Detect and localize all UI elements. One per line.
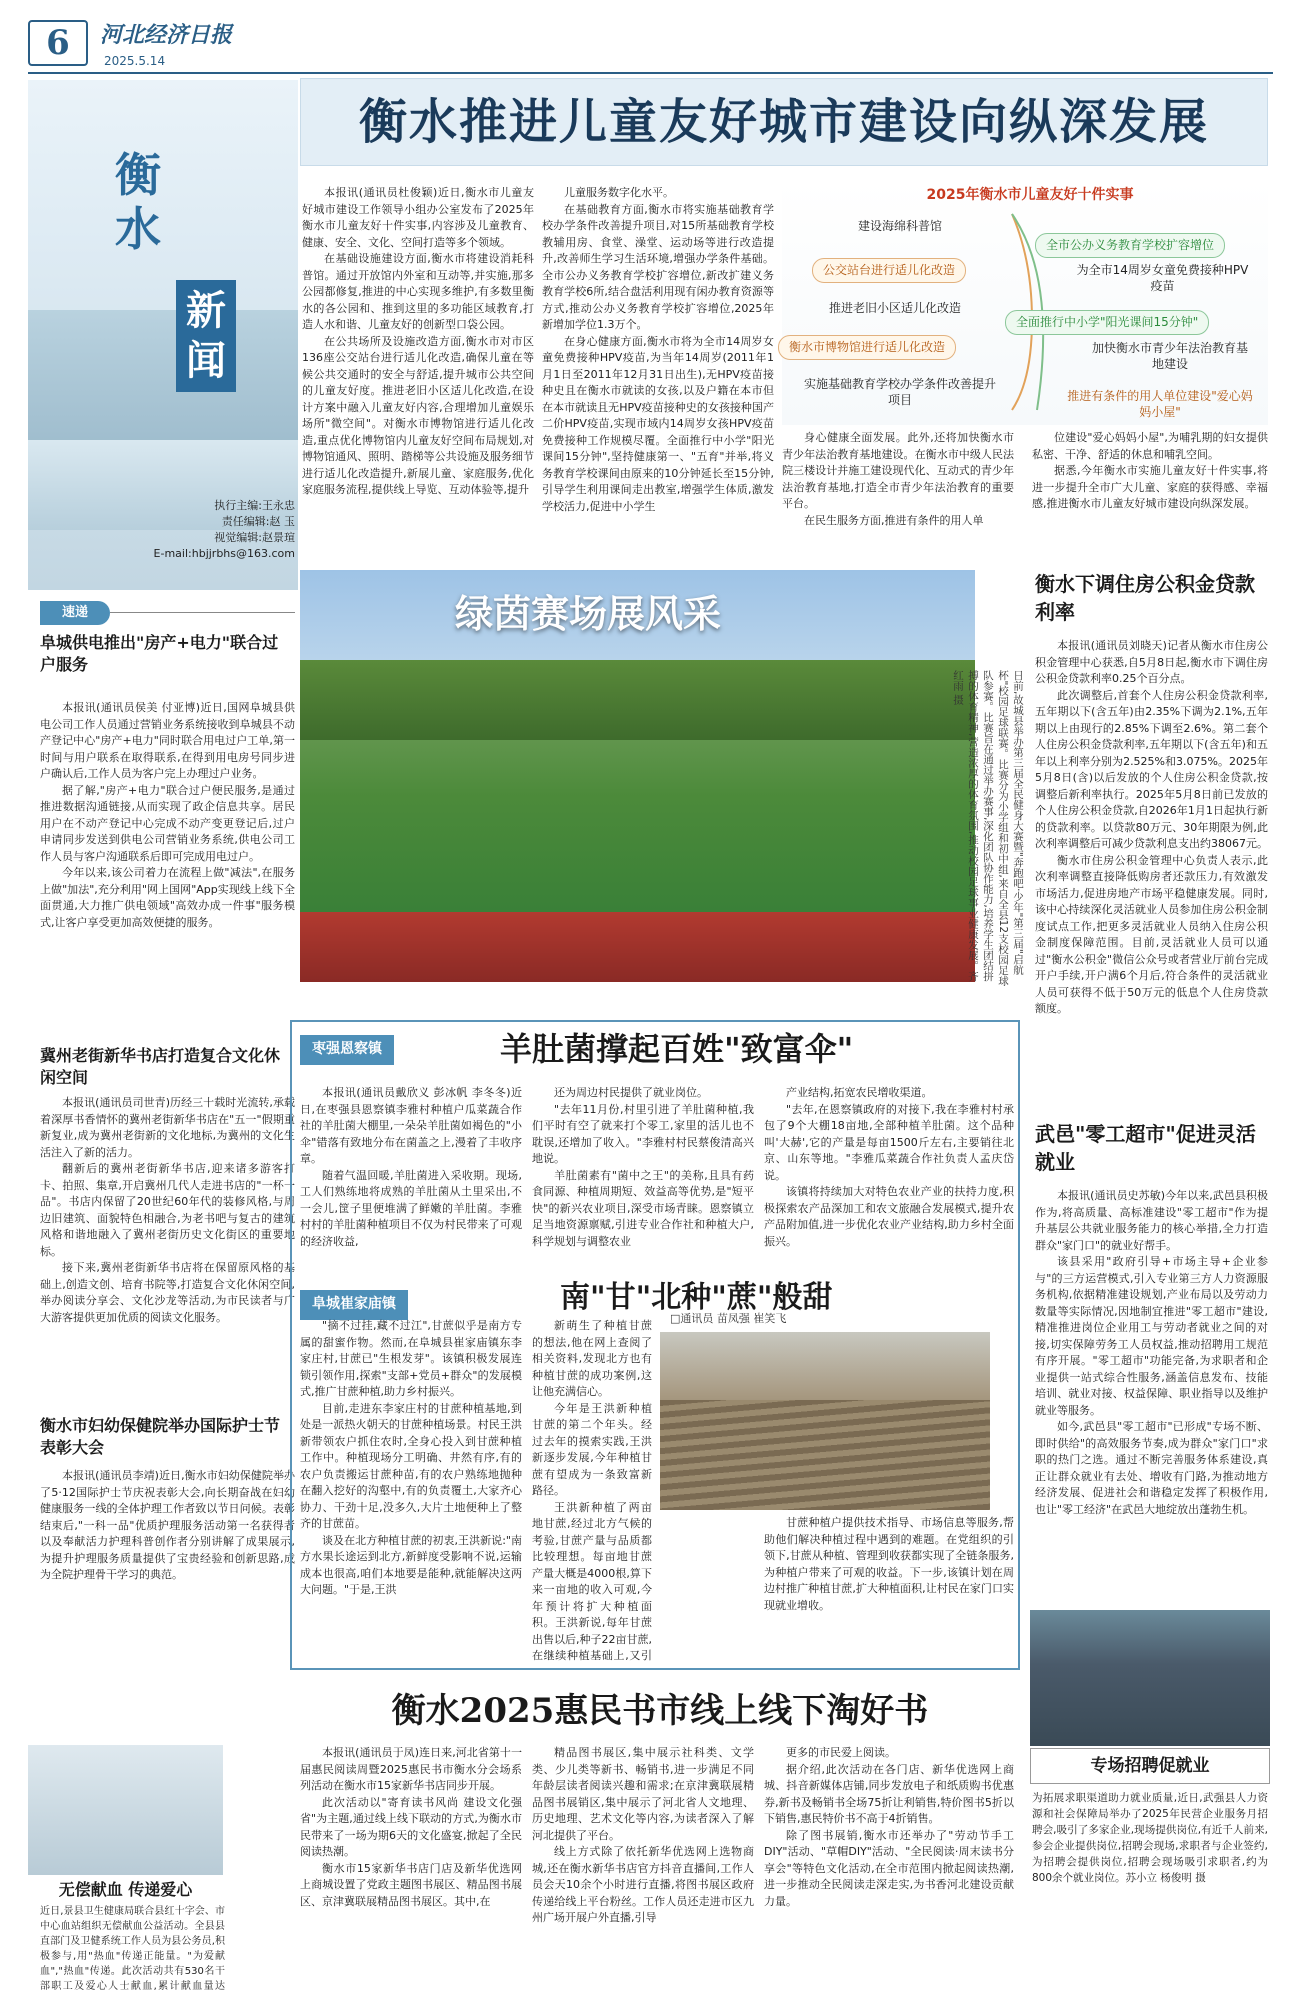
- feature1-col1: 本报讯(通讯员戴欣义 彭冰帆 李冬冬)近日,在枣强县恩察镇李雅村种植户瓜菜蔬合作社的羊肚菌大棚里,一朵朵羊肚菌如褐色的"小伞"错落有致地分布在菌盖之上,漫着了丰收序章。 随着气温回暖,羊肚菌进入采收期。现场,工人们熟练地将成熟的羊肚菌从土里采出,不一会儿,筐子里便堆满了鲜嫩的羊肚菌。李雅村村的羊肚菌种植项目不仅为村民带来了可观的经济收益,: [300, 1086, 522, 1248]
- blood-donation-headline: 无偿献血 传递爱心: [58, 1880, 193, 1899]
- zero-job-headline: 武邑"零工超市"促进灵活就业: [1035, 1122, 1256, 1174]
- blood-donation-caption: 近日,景县卫生健康局联合县红十字会、市中心血站组织无偿献血公益活动。全县县直部门及卫健系统工作人员为县公务员,积极参与,用"热血"传递正能量。"为爱献血","热血"传递。此次活动共有530名干部职工及爱心人士献血,累计献血量达: [40, 1906, 225, 1992]
- job-fair-photo: [1030, 1610, 1270, 1746]
- newspaper-logo: 河北经济日报: [100, 22, 233, 48]
- main-article-col4: 位建设"爱心妈妈小屋",为哺乳期的妇女提供私密、干净、舒适的休息和哺乳空间。 据悉,今年衡水市实施儿童友好十件实事,将进一步提升全市广大儿童、家庭的获得感、幸福感,推进衡水市儿童友好城市建设向纵深发展。: [1032, 431, 1268, 510]
- ten-things-title: 2025年衡水市儿童友好十件实事: [926, 187, 1134, 203]
- book-fair-col2: 精品图书展区,集中展示社科类、文学类、少儿类等新书、畅销书,进一步满足不同年龄层读者阅读兴趣和需求;在京津冀联展精品图书展销区,集中展示了河北省人文地理、历史地理、艺术文化等内容,为读者深入了解河北提供了平台。 线上方式除了依托新华优选网上选物商城,还在衡水新华书店官方抖音直播间,工作人员会天10余个小时进行直播,将图书展区政府传递给线上平台粉丝。工作人员还走进市区九州广场开展户外直播,引导: [532, 1746, 754, 1924]
- feature1-headline: 羊肚菌撑起百姓"致富伞": [500, 1030, 854, 1068]
- feature2-col1: "摘不过挂,藏不过江",甘蔗似乎是南方专属的甜蜜作物。然而,在阜城县崔家庙镇东李家庄村,甘蔗已"生根发芽"。该镇积极发展连锁引领作用,探索"支部+党员+群众"的发展模式,推广甘蔗种植,助力乡村振兴。 目前,走进东李家庄村的甘蔗种植基地,到处是一派热火朝天的甘蔗种植场景。村民王洪新带领农户抓住农时,全身心投入到甘蔗种植工作中。种植现场分工明确、井然有序,有的农户负责搬运甘蔗种苗,有的农户熟练地抛种在翻入挖好的沟壑中,有的负责覆土,大家齐心协力、干劲十足,没多久,大片土地便种上了整齐的甘蔗苗。 谈及在北方种植甘蔗的初衷,王洪新说:"南方水果长途运到北方,新鲜度受影响不说,运输成本也很高,咱们本地要是能种,就能解决这两大问题。"于是,王洪: [300, 1319, 522, 1596]
- brief3-article: 本报讯(通讯员李靖)近日,衡水市妇幼保健院举办了5·12国际护士节庆祝表彰大会,向长期奋战在妇幼健康服务一线的全体护理工作者致以节日问候。表彰结束后,"一科一品"优质护理服务活动第一名获得者以及奉献活力护理科普创作者分别讲解了成果展示,为提升护理服务质量提供了宝贵经验和创新思路,成为全院护理骨干学习的典范。: [40, 1469, 295, 1581]
- loan-headline: 衡水下调住房公积金贷款利率: [1035, 572, 1255, 624]
- section-news-label: 新闻: [176, 280, 236, 392]
- feature1-col2: 还为周边村民提供了就业岗位。 "去年11月份,村里引进了羊肚菌种植,我们平时有空了就来打个零工,家里的活儿也不耽误,还增加了收入。"李雅村村民蔡俊清高兴地说。 羊肚菌素有"菌中之王"的美称,且具有药食同源、种植周期短、效益高等优势,是"短平快"的新兴农业项目,深受市场青睐。恩察镇立足当地资源禀赋,引进专业合作社和种植大户,科学规划与调整农业: [532, 1086, 754, 1248]
- ten-item-1: 建设海绵科普馆: [857, 219, 942, 233]
- ten-item-7: 为全市14周岁女童免费接种HPV疫苗: [1076, 263, 1249, 293]
- job-fair-caption: 为拓展求职渠道助力就业质量,近日,武强县人力资源和社会保障局举办了2025年民营企业服务月招聘会,吸引了多家企业,现场提供岗位,有近千人前来,参会企业提供岗位,招聘会现场,求职者与企业签约,为招聘会提供岗位,招聘会现场吸引求职者,约为800余个就业岗位。苏小立 杨俊明 摄: [1032, 1792, 1268, 1884]
- ten-item-2: 公交站台进行适儿化改造: [812, 258, 966, 283]
- brief2-headline: 冀州老街新华书店打造复合文化休闲空间: [40, 1046, 281, 1087]
- main-article-col1: 本报讯(通讯员杜俊颖)近日,衡水市儿童友好城市建设工作领导小组办公室发布了2025年衡水市儿童友好十件实事,内容涉及儿童教育、健康、安全、文化、空间打造等多个领域。 在基础设施建设方面,衡水市将建设消耗科普馆。通过开放馆内外室和互动等,并实施,那多公园都修复,推进的中心实现多维护,有多数里衡水的各公园和、推到这里的多功能区域教育,打造人水和谐、儿童友好的创新型口袋公园。 在公共场所及设施改造方面,衡水市对市区136座公交站台进行适儿化改造,确保儿童在等候公共交通时的安全与舒适,提升城市公共空间的儿童友好度。推进老旧小区适儿化改造,在设计方案中融入儿童友好内容,合理增加儿童娱乐场所"微空间"。对衡水市博物馆进行适儿化改造,重点优化博物馆内儿童友好空间布局规划,对博物馆通风、照明、踏梯等公共设施及服务细节进行适儿化改造提升,新展儿童、家庭服务,优化家庭服务流程,提供线上导览、互动体验等,提升: [302, 186, 534, 496]
- ten-item-8: 全面推行中小学"阳光课间15分钟": [1005, 310, 1209, 335]
- zero-job-article: 本报讯(通讯员史苏敏)今年以来,武邑县积极作为,将高质量、高标准建设"零工超市"作为提升基层公共就业服务能力的核心举措,全力打造群众"家门口"的就业好帮手。 该县采用"政府引导+市场主导+企业参与"的三方运营模式,引入专业第三方人力资源服务机构,依据精准建设规划,产业布局以及劳动力数量等实际情况,因地制宜推进"零工超市"建设,精准推进岗位企业用工与劳动者就业之间的对接,切实保障劳务工人员权益,推动招聘用工规范有序开展。"零工超市"功能完备,为求职者和企业提供一站式综合性服务,涵盖信息发布、技能培训、就业对接、权益保障、职业指导以及维护就业等服务。 如今,武邑县"零工超市"已形成"专场不断、即时供给"的高效服务节奏,成为群众"家门口"求职的热门之选。通过不断完善服务体系建设,真正让群众就业有去处、增收有门路,为推动地方经济发展、促进社会和谐稳定发挥了积极作用,也让"零工经济"在武邑大地绽放出蓬勃生机。: [1035, 1189, 1268, 1516]
- book-fair-col3: 更多的市民爱上阅读。 据介绍,此次活动在各门店、新华优选网上商城、抖音新媒体店铺,同步发放电子和纸质购书优惠券,新书及畅销书全场75折让利销售,特价图书5折以下销售,惠民特价书不高于4折销售。 除了图书展销,衡水市还举办了"劳动节手工DIY"活动、"草帽DIY"活动、"全民阅读·周末读书分享会"等特色文化活动,在全市范围内掀起阅读热潮,进一步推动全民阅读走深走实,为书香河北建设贡献力量。: [764, 1746, 1014, 1908]
- page-number: 6: [28, 20, 88, 66]
- banner-hills: [28, 310, 298, 450]
- photo-headline: 绿茵赛场展风采: [455, 591, 722, 636]
- blood-donation-photo: [28, 1745, 223, 1875]
- ten-item-5: 实施基础教育学校办学条件改善提升项目: [803, 377, 996, 407]
- brief1-headline: 阜城供电推出"房产+电力"联合过户服务: [40, 633, 279, 674]
- briefs-rule: [110, 612, 295, 613]
- feature2-headline: 南"甘"北种"蔗"般甜: [560, 1280, 833, 1315]
- ten-item-4: 衡水市博物馆进行适儿化改造: [778, 335, 956, 360]
- ten-item-9: 加快衡水市青少年法治教育基地建设: [1091, 341, 1248, 371]
- brief3-headline: 衡水市妇幼保健院举办国际护士节表彰大会: [40, 1416, 281, 1457]
- issue-date: 2025.5.14: [104, 54, 166, 68]
- main-article-col2: 儿童服务数字化水平。 在基础教育方面,衡水市将实施基础教育学校办学条件改善提升项目,对15所基础教育学校教辅用房、食堂、澡堂、运动场等进行改造提升,改善师生学习生活环境,增强办学条件基础。全市公办义务教育学校扩容增位,新改扩建义务教育学校6所,结合盘活利用现有闲办教育资源等方式,推动公办义务教育学校扩容增位,2025年新增加学位1.3万个。 在身心健康方面,衡水市将为全市14周岁女童免费接种HPV疫苗,为当年14周岁(2011年1月1日至2011年12月31日出生),无HPV疫苗接种史且在衡水市就读的女孩,以及户籍在本市但在本市就读且无HPV疫苗接种史的女孩接种国产二价HPV疫苗,实现市域内14周岁女孩HPV疫苗免费接种工作规模尽覆。全面推行中小学"阳光课间15分钟",坚持健康第一、"五育"并举,将义务教育学校课间由原来的10分钟延长至15分钟,引导学生利用课间走出教室,增强学生体质,激发学校活力,促进中小学生: [542, 186, 774, 513]
- ten-item-10: 推进有条件的用人单位建设"爱心妈妈小屋": [1067, 389, 1253, 419]
- section-city-label: 衡水: [115, 148, 161, 256]
- book-fair-col1: 本报讯(通讯员于凤)连日来,河北省第十一届惠民阅读周暨2025惠民书市衡水分会场系列活动在衡水市15家新华书店同步开展。 此次活动以"寄育读书风尚 建设文化强省"为主题,通过线上线下联动的方式,为衡水市民带来了一场为期6天的文化盛宴,掀起了全民阅读热潮。 衡水市15家新华书店门店及新华优选网上商城设置了党政主题图书展区、精品图书展区、京津冀联展精品图书展区。其中,在: [300, 1746, 522, 1908]
- briefs-tag: 速递: [40, 601, 110, 625]
- feature1-tag: 枣强恩察镇: [300, 1035, 394, 1065]
- book-fair-headline: 衡水2025惠民书市线上线下淘好书: [391, 1691, 929, 1731]
- job-fair-headline: 专场招聘促就业: [1030, 1748, 1270, 1784]
- header-rule: [28, 72, 1273, 74]
- feature2-byline: □通讯员 苗凤强 崔笑飞: [670, 1312, 787, 1325]
- sugarcane-photo: [660, 1332, 990, 1510]
- ten-item-6: 全市公办义务教育学校扩容增位: [1035, 233, 1225, 258]
- main-headline: 衡水推进儿童友好城市建设向纵深发展: [300, 78, 1268, 166]
- feature2-col3: 甘蔗种植户提供技术指导、市场信息等服务,帮助他们解决种植过程中遇到的难题。在党组织的引领下,甘蔗从种植、管理到收获都实现了全链条服务,为种植户带来了可观的收益。下一步,该镇计划在周边村推广种植甘蔗,扩大种植面积,让村民在家门口实现就业增收。: [764, 1516, 1014, 1612]
- editor-credits: 执行主编:王永忠 责任编辑:赵 玉 视觉编辑:赵景瑄 E-mail:hbjjrbhs@163.com: [153, 499, 295, 560]
- brief1-article: 本报讯(通讯员侯美 付亚博)近日,国网阜城县供电公司工作人员通过营销业务系统接收到阜城县不动产登记中心"房产+电力"同时联合用电过户工单,第一时间与用户联系在取得联系,在得到用电房号同步进户确认后,工作人员为客户完上办理过户业务。 据了解,"房产+电力"联合过户便民服务,是通过推进数据沟通链接,从而实现了政企信息共享。居民用户在不动产登记中心完成不动产变更登记后,过户申请同步发送到供电公司营销业务系统,供电公司工作人员与客户沟通联系后即可完成用电过户。 今年以来,该公司着力在流程上做"减法",在服务上做"加法",充分利用"网上国网"App实现线上线下全面贯通,大力推广供电领域"高效办成一件事"服务模式,让客户享受更加高效便捷的服务。: [40, 701, 295, 929]
- feature1-col3: 产业结构,拓宽农民增收渠道。 "去年,在恩察镇政府的对接下,我在李雅村村承包了9个大棚18亩地,全部种植羊肚菌。这个品种叫'大赫',它的产量是每亩1500斤左右,主要销往北京、山东等地。"李雅瓜菜蔬合作社负责人孟庆岱说。 该镇将持续加大对特色农业产业的扶持力度,积极探索农产品深加工和农文旅融合发展模式,提升农产品附加值,进一步优化农业产业结构,助力乡村全面振兴。: [764, 1086, 1014, 1248]
- loan-article: 本报讯(通讯员刘晓天)记者从衡水市住房公积金管理中心获悉,自5月8日起,衡水市下调住房公积金贷款利率0.25个百分点。 此次调整后,首套个人住房公积金贷款利率,五年期以下(含五年)由2.35%下调为2.1%,五年期以上由现行的2.85%下调至2.6%。第二套个人住房公积金贷款利率,五年期以下(含五年)和五年以上利率分别为2.525%和3.075%。2025年5月8日(含)以后发放的个人住房公积金贷款,按调整后新利率执行。2025年5月8日前已发放的个人住房公积金贷款,自2026年1月1日起执行新的贷款利率。以贷款80万元、30年期限为例,此次利率调整后可减少贷款利息支出约38067元。 衡水市住房公积金管理中心负责人表示,此次利率调整直接降低购房者还款压力,有效激发市场活力,促进房地产市场平稳健康发展。同时,该中心持续深化灵活就业人员参加住房公积金制度试点工作,把更多灵活就业人员纳入住房公积金制度保障范围。目前,灵活就业人员可以通过"衡水公积金"微信公众号或者营业厅前台完成开户手续,开户满6个月后,符合条件的灵活就业人员可获得不低于50万元的低息个人住房贷款额度。: [1035, 639, 1268, 1015]
- feature2-col2: 新萌生了种植甘蔗的想法,他在网上查阅了相关资料,发现北方也有种植甘蔗的成功案例,这让他充满信心。 今年是王洪新种植甘蔗的第二个年头。经过去年的摸索实践,王洪新逐步发展,今年种植甘蔗有望成为一条致富新路径。 王洪新种植了两亩地甘蔗,经过北方气候的考验,甘蔗产量与品质都比较理想。每亩地甘蔗产量大概是4000根,算下来一亩地的收入可观,今年预计将扩大种植面积。王洪新说,每年甘蔗出售以后,种子22亩甘蔗,在继续种植基础上,又引: [532, 1319, 652, 1662]
- photo-caption: 日前,故城县举办第三届全民健身大赛暨"奔跑吧·少年"第三届"启航杯"校园足球联赛。比赛分为小学组和初中组,来自全县12支校园足球队参赛。比赛旨在通过举办赛事,深化团队协作能力,培养学生团结拼搏的体育精神,营造浓厚的体育氛围,推动校园足球事业健康发展。齐红雨 摄: [952, 670, 1024, 986]
- ten-item-3: 推进老旧小区适儿化改造: [828, 301, 961, 315]
- main-article-col3: 身心健康全面发展。此外,还将加快衡水市青少年法治教育基地建设。在衡水市中级人民法院三楼设计并施工建设现代化、互动式的青少年法治教育基地,打造全市青少年法治教育的重要平台。 在民生服务方面,推进有条件的用人单: [782, 431, 1014, 527]
- brief2-article: 本报讯(通讯员司世青)历经三十载时光流转,承载着深厚书香情怀的冀州老街新华书店在"五一"假期重新复业,成为冀州老街新的文化地标,为冀州的文化生活注入了新的活力。 翻新后的冀州老街新华书店,迎来诸多游客打卡、拍照、集章,开启冀州几代人走进书店的"一杯一品"。书店内保留了20世纪60年代的装修风格,与周边旧建筑、面貌特色相融合,为老书吧与复古的建筑风格和谐地融入了冀州老街历史文化街区的重要地标。 接下来,冀州老街新华书店将在保留原风格的基础上,创造文创、培育书院等,打造复合文化休闲空间,举办阅读分享会、文化沙龙等活动,为市民读者与广大游客提供更加优质的阅读文化服务。: [40, 1096, 295, 1324]
- feature2-tag: 阜城崔家庙镇: [300, 1290, 408, 1320]
